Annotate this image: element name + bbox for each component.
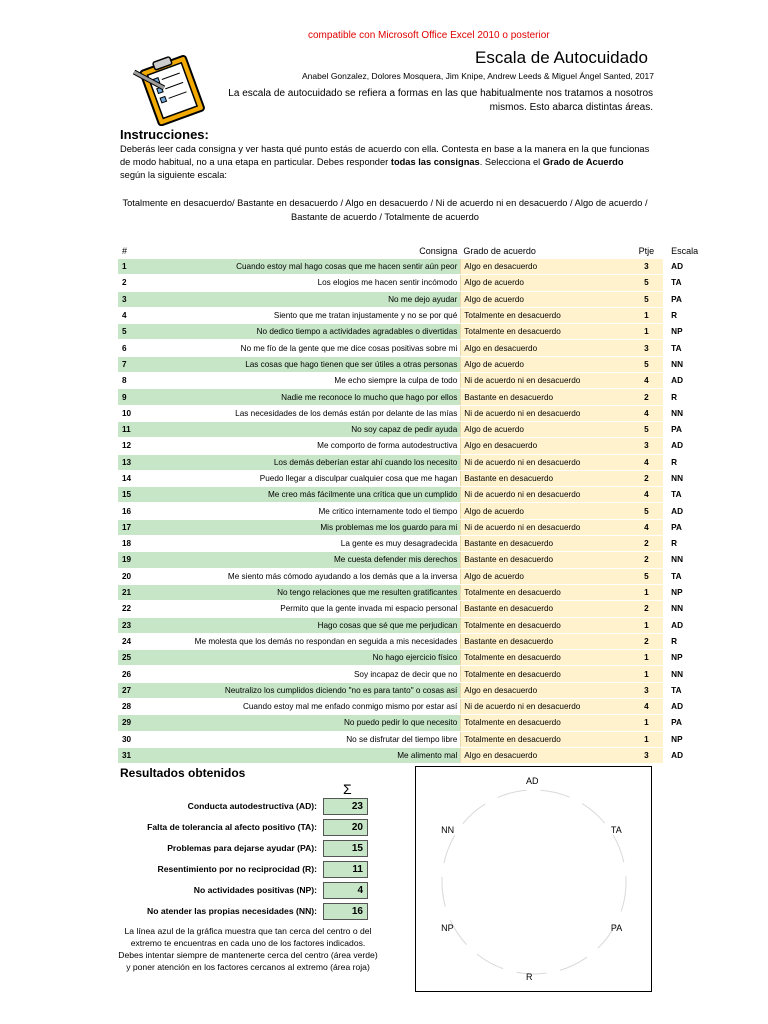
row-escala: R [671,636,678,646]
row-num: 11 [118,422,154,437]
row-consigna: Me molesta que los demás no respondan en seguida a mis necesidades [194,636,458,646]
row-grado-select[interactable]: Ni de acuerdo ni en desacuerdo [460,406,629,421]
row-num: 7 [118,357,154,372]
radar-outline [442,790,626,974]
table-row [118,422,700,438]
radar-axis-label-ta: TA [610,825,622,835]
result-label: Conducta autodestructiva (AD): [187,801,317,811]
row-consigna: Las necesidades de los demás están por delante de las mías [235,408,458,418]
row-ptje: 1 [630,308,664,323]
row-consigna: Los elogios me hacen sentir incómodo [317,278,458,288]
row-num: 19 [118,552,154,567]
row-grado-select[interactable]: Algo en desacuerdo [460,259,629,274]
row-num: 23 [118,618,154,633]
radar-axis-label-np: NP [441,923,454,933]
row-num: 10 [122,408,132,418]
row-num: 29 [118,715,154,730]
row-grado-select[interactable]: Totalmente en desacuerdo [460,650,629,665]
instructions-body [120,143,650,182]
table-row [118,275,700,291]
sigma-symbol: Σ [343,781,352,797]
row-ptje: 1 [630,618,664,633]
result-value: 11 [323,861,368,878]
table-row [118,389,700,405]
row-escala: TA [671,571,682,581]
radar-axis-label-ad: AD [526,776,539,786]
row-consigna: La gente es muy desagradecida [340,539,458,549]
row-ptje: 4 [630,406,664,421]
table-row [118,520,700,536]
row-escala: NP [671,327,683,337]
row-escala: AD [671,506,683,516]
row-escala: R [671,311,678,321]
row-escala: TA [671,685,682,695]
row-ptje: 1 [630,715,664,730]
table-row [118,552,700,568]
row-num: 25 [118,650,154,665]
row-consigna: No tengo relaciones que me resulten gratificantes [154,585,461,600]
header-consigna: Consigna [419,245,458,256]
row-ptje: 2 [630,536,664,551]
row-grado-select[interactable]: Algo de acuerdo [460,503,629,518]
table-row [118,683,700,699]
row-escala: NP [671,588,683,598]
row-grado-select[interactable]: Totalmente en desacuerdo [460,308,629,323]
row-num: 4 [122,311,127,321]
row-escala: NN [671,408,683,418]
table-row [118,715,700,731]
row-consigna: No puedo pedir lo que necesito [154,715,461,730]
row-escala: AD [671,262,683,272]
row-num: 13 [118,455,154,470]
row-num: 15 [118,487,154,502]
results-heading: Resultados obtenidos [120,766,246,780]
header-ptje: Ptje [638,245,655,256]
row-consigna: Puedo llegar a disculpar cualquier cosa que me hagan [259,474,458,483]
table-row [118,503,700,519]
row-consigna: No dedico tiempo a actividades agradables o divertidas [154,324,461,339]
row-num: 30 [122,734,132,744]
row-grado-select[interactable]: Bastante en desacuerdo [460,601,629,616]
table-row [118,438,700,454]
row-ptje: 3 [630,438,664,453]
row-ptje: 1 [630,732,664,747]
result-row [118,839,373,857]
header-grado: Grado de acuerdo [463,245,536,256]
instructions-bold-1: todas las consignas [390,157,480,167]
row-consigna: Soy incapaz de decir que no [353,669,458,679]
table-row [118,536,700,552]
row-grado-select[interactable]: Ni de acuerdo ni en desacuerdo [460,699,629,714]
result-label: No actividades positivas (NP): [193,885,317,895]
row-grado-select[interactable]: Bastante en desacuerdo [460,552,629,567]
row-consigna: Me echo siempre la culpa de todo [334,376,458,386]
row-num: 31 [118,748,154,763]
row-grado-select[interactable]: Totalmente en desacuerdo [460,618,629,633]
row-grado-select[interactable]: Ni de acuerdo ni en desacuerdo [460,373,629,388]
row-consigna: Nadie me reconoce lo mucho que hago por ellos [154,389,461,404]
row-grado-select[interactable]: Bastante en desacuerdo [460,471,629,486]
table-row [118,634,700,650]
row-escala: NP [671,734,683,744]
header-escala: Escala [671,245,699,256]
row-consigna: No se disfrutar del tiempo libre [346,734,458,744]
row-grado-select[interactable]: Algo en desacuerdo [460,683,629,698]
table-row [118,259,700,275]
row-ptje: 1 [630,666,664,681]
table-row [118,601,700,617]
row-num: 22 [122,604,132,614]
row-num: 24 [122,636,132,646]
row-grado-select[interactable]: Totalmente en desacuerdo [460,585,629,600]
row-ptje: 3 [630,748,664,763]
row-grado-select[interactable]: Totalmente en desacuerdo [460,666,629,681]
row-escala: AD [671,620,683,630]
compatibility-note: compatible con Microsoft Office Excel 2010 o posterior [308,30,550,41]
row-num: 21 [118,585,154,600]
row-ptje: 5 [630,357,664,372]
row-escala: NN [671,474,683,483]
row-escala: PA [671,718,682,728]
document-title: Escala de Autocuidado [475,48,648,67]
row-ptje: 4 [630,373,664,388]
header-num: # [122,245,128,256]
row-num: 18 [122,539,132,549]
row-num: 8 [122,376,127,386]
row-escala: R [671,457,678,467]
row-ptje: 4 [630,487,664,502]
row-consigna: Las cosas que hago tienen que ser útiles a otras personas [154,357,461,372]
table-row [118,487,700,503]
row-consigna: Me alimento mal [154,748,461,763]
row-escala: AD [671,441,683,451]
instructions-heading: Instrucciones: [120,127,209,142]
row-consigna: Hago cosas que sé que me perjudican [154,618,461,633]
row-consigna: Neutralizo los cumplidos diciendo "no es para tanto" o cosas así [154,683,461,698]
row-num: 9 [118,389,154,404]
row-grado-select[interactable]: Totalmente en desacuerdo [460,715,629,730]
row-escala: AD [671,376,683,386]
row-escala: AD [671,751,683,761]
table-row [118,406,700,422]
row-ptje: 1 [630,650,664,665]
row-grado-select[interactable]: Ni de acuerdo ni en desacuerdo [460,455,629,470]
row-ptje: 4 [630,520,664,535]
row-num: 3 [118,292,154,307]
row-escala: NN [671,604,683,614]
result-label: Problemas para dejarse ayudar (PA): [167,843,317,853]
row-grado-select[interactable]: Bastante en desacuerdo [460,536,629,551]
row-ptje: 2 [630,634,664,649]
row-consigna: Me siento más cómodo ayudando a los demás que a la inversa [227,571,458,581]
table-row [118,666,700,682]
row-grado-select[interactable]: Algo de acuerdo [460,292,629,307]
result-value: 20 [323,819,368,836]
instructions-text-3: según la siguiente escala: [120,170,227,180]
row-consigna: Me critico internamente todo el tiempo [318,506,458,516]
row-ptje: 2 [630,552,664,567]
result-value: 4 [323,882,368,899]
table-row [118,650,700,666]
row-grado-select[interactable]: Totalmente en desacuerdo [460,324,629,339]
result-row [118,881,373,899]
row-ptje: 2 [630,471,664,486]
table-row [118,292,700,308]
result-value: 15 [323,840,368,857]
table-body [118,259,700,764]
row-num: 26 [122,669,132,679]
row-consigna: No me dejo ayudar [154,292,461,307]
instructions-text-2: . Selecciona el [479,157,543,167]
row-num: 16 [122,506,132,516]
agreement-scale: Totalmente en desacuerdo/ Bastante en desacuerdo / Algo en desacuerdo / Ni de acuerdo ni en desacuerdo / Algo de acuerdo / Bastante de acuerdo / Totalmente de acuerdo [122,198,648,222]
row-num: 5 [118,324,154,339]
row-consigna: Cuando estoy mal hago cosas que me hacen sentir aún peor [154,259,461,274]
row-escala: PA [671,294,682,304]
row-num: 17 [118,520,154,535]
row-grado-select[interactable]: Algo de acuerdo [460,422,629,437]
row-grado-select[interactable]: Bastante en desacuerdo [460,634,629,649]
row-ptje: 3 [630,683,664,698]
row-grado-select[interactable]: Algo de acuerdo [460,357,629,372]
row-escala: TA [671,343,682,353]
table-row [118,732,700,748]
row-escala: NN [671,669,683,679]
table-row [118,373,700,389]
clipboard-logo [130,50,212,126]
row-num: 20 [122,571,132,581]
table-header [118,243,700,259]
result-label: No atender las propias necesidades (NN): [146,906,317,916]
table-row [118,748,700,764]
row-num: 2 [122,278,127,288]
row-grado-select[interactable]: Algo en desacuerdo [460,748,629,763]
row-ptje: 5 [630,422,664,437]
row-escala: PA [671,425,682,435]
instructions-text-1: Deberás leer cada consigna y ver hasta qué punto estás de acuerdo con ella. Contesta en base a la manera en la que funcionas de modo habitual, no a una etapa en particular. Debes responder [120,144,650,167]
row-ptje: 5 [630,503,664,518]
row-ptje: 2 [630,389,664,404]
row-grado-select[interactable]: Bastante en desacuerdo [460,389,629,404]
row-consigna: No me fío de la gente que me dice cosas positivas sobre mi [240,343,458,353]
row-consigna: Me cuesta defender mis derechos [154,552,461,567]
table-row [118,340,700,356]
result-row [118,818,373,836]
row-grado-select[interactable]: Algo en desacuerdo [460,438,629,453]
row-escala: TA [671,490,682,500]
row-num: 12 [122,441,132,451]
result-label: Resentimiento por no reciprocidad (R): [157,864,317,874]
row-consigna: Me creo más fácilmente una crítica que un cumplido [154,487,461,502]
row-grado-select[interactable]: Totalmente en desacuerdo [460,732,629,747]
row-grado-select[interactable]: Algo de acuerdo [460,275,629,290]
row-grado-select[interactable]: Ni de acuerdo ni en desacuerdo [460,520,629,535]
table-row [118,357,700,373]
radar-axis-label-r: R [526,972,533,982]
row-num: 6 [122,343,127,353]
intro-text: La escala de autocuidado se refiera a formas en las que habitualmente nos tratamos a nosotros mismos. Esto abarca distintas áreas. [228,88,653,113]
row-num: 28 [122,702,132,712]
row-ptje: 5 [630,569,664,584]
row-escala: R [671,539,678,549]
row-num: 27 [118,683,154,698]
radar-axis-label-pa: PA [610,923,623,933]
row-consigna: Permito que la gente invada mi espacio personal [280,604,458,614]
row-grado-select[interactable]: Ni de acuerdo ni en desacuerdo [460,487,629,502]
row-ptje: 4 [630,455,664,470]
row-grado-select[interactable]: Algo en desacuerdo [460,340,629,355]
results-footnote: La línea azul de la gráfica muestra que tan cerca del centro o del extremo te encuentras en cada uno de los factores indicados. Debes intentar siempre de mantenerte cerca del centro (área verde) y poner atención en los factores cercanos al extremo (área roja) [118,926,378,972]
result-label: Falta de tolerancia al afecto positivo (TA): [147,822,317,832]
row-ptje: 5 [630,275,664,290]
result-value: 23 [323,798,368,815]
result-row [118,860,373,878]
row-ptje: 2 [630,601,664,616]
table-row [118,324,700,340]
row-consigna: No hago ejercicio físico [154,650,461,665]
row-escala: NN [671,359,683,369]
row-consigna: Cuando estoy mal me enfado conmigo mismo por estar así [242,702,458,712]
row-consigna: Los demás deberían estar ahí cuando los necesito [154,455,461,470]
table-row [118,618,700,634]
row-escala: NN [671,555,683,565]
row-consigna: Me comporto de forma autodestructiva [317,441,458,451]
row-ptje: 4 [630,699,664,714]
row-consigna: Siento que me tratan injustamente y no se por qué [273,311,458,321]
authors: Anabel Gonzalez, Dolores Mosquera, Jim Knipe, Andrew Leeds & Miguel Ángel Santed, 2017 [301,71,654,81]
row-consigna: No soy capaz de pedir ayuda [154,422,461,437]
row-ptje: 3 [630,340,664,355]
row-consigna: Mis problemas me los guardo para mi [154,520,461,535]
items-table [118,243,700,764]
table-row [118,471,700,487]
row-num: 14 [122,474,132,483]
result-row [118,797,373,815]
result-row [118,902,373,920]
row-ptje: 3 [630,259,664,274]
row-escala: PA [671,522,682,532]
radar-chart [415,766,652,992]
instructions-bold-2: Grado de Acuerdo [542,157,624,167]
radar-svg [416,767,653,993]
row-grado-select[interactable]: Algo de acuerdo [460,569,629,584]
row-ptje: 5 [630,292,664,307]
row-escala: TA [671,278,682,288]
table-row [118,699,700,715]
result-value: 16 [323,903,368,920]
table-row [118,455,700,471]
row-ptje: 1 [630,585,664,600]
table-row [118,585,700,601]
row-escala: AD [671,702,683,712]
table-row [118,569,700,585]
row-escala: R [671,392,678,402]
row-num: 1 [118,259,154,274]
table-row [118,308,700,324]
row-escala: NP [671,653,683,663]
row-ptje: 1 [630,324,664,339]
radar-axis-label-nn: NN [441,825,455,835]
